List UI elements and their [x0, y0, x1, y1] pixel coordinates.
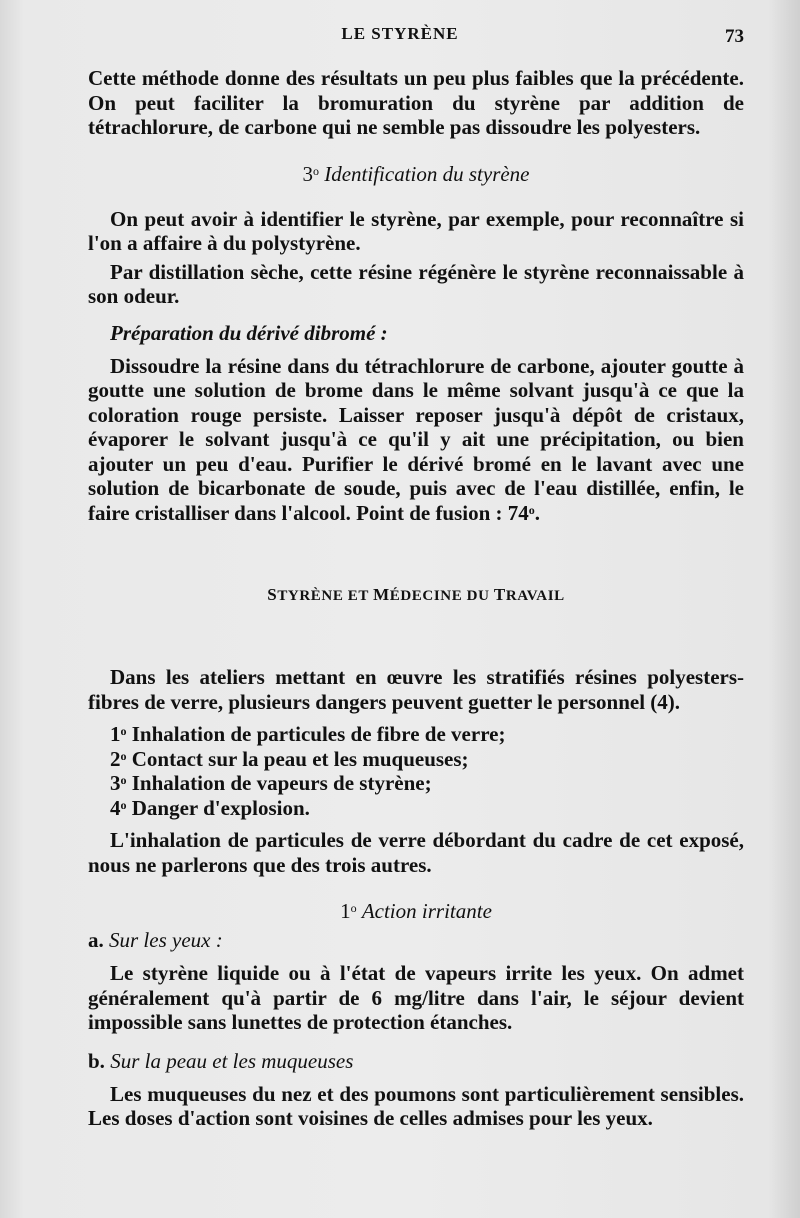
- section-title: Identification du styrène: [324, 161, 530, 186]
- section-number: 1$^o$: [340, 899, 357, 923]
- list-item: 2$^o$ Contact sur la peau et les muqueuses;: [110, 746, 469, 771]
- section-title: Action irritante: [361, 899, 492, 923]
- chapter-heading: STYRÈNE ET MÉDECINE DU TRAVAIL: [267, 585, 565, 604]
- section-heading-identification: [88, 162, 744, 187]
- dangers-intro-paragraph: Dans les ateliers mettant en œuvre les stratifiés résines polyesters-fibres de verre, plusieurs dangers peuvent guetter le personnel (4).: [88, 665, 744, 714]
- list-item: 4$^o$ Danger d'explosion.: [110, 795, 310, 820]
- identification-paragraph-1: On peut avoir à identifier le styrène, par exemple, pour reconnaître si l'on a affaire à du polystyrène.: [88, 206, 744, 255]
- peau-paragraph: Les muqueuses du nez et des poumons sont particulièrement sensibles. Les doses d'action sont voisines de celles admises pour les yeux.: [88, 1081, 744, 1130]
- yeux-paragraph: Le styrène liquide ou à l'état de vapeurs irrite les yeux. On admet généralement qu'à partir de 6 mg/litre dans l'air, le séjour devient impossible sans lunettes de protection étanches.: [88, 961, 744, 1034]
- identification-paragraph-2: Par distillation sèche, cette résine régénère le styrène reconnaissable à son odeur.: [88, 259, 744, 308]
- page-header: [0, 24, 800, 48]
- subsection-heading-peau: b. Sur la peau et les muqueuses: [88, 1048, 354, 1073]
- dangers-list: [88, 722, 744, 820]
- page-number: 73: [725, 26, 744, 47]
- list-item: 3$^o$ Inhalation de vapeurs de styrène;: [110, 771, 432, 795]
- intro-paragraph: Cette méthode donne des résultats un peu plus faibles que la précédente. On peut faciliter la bromuration du styrène par addition de tétrachlorure, de carbone qui ne semble pas dissoudre les polyesters.: [88, 66, 744, 139]
- running-title: LE STYRÈNE: [341, 24, 459, 43]
- section-heading-action-irritante: [88, 899, 744, 924]
- section-number: 3$^o$: [302, 161, 319, 186]
- list-item: 1$^o$ Inhalation de particules de fibre de verre;: [110, 722, 506, 746]
- dangers-closing-paragraph: L'inhalation de particules de verre débordant du cadre de cet exposé, nous ne parlerons que des trois autres.: [88, 828, 744, 877]
- preparation-paragraph: Dissoudre la résine dans du tétrachlorure de carbone, ajouter goutte à goutte une solution de brome dans le même solvant jusqu'à ce que la coloration rouge persiste. Laisser reposer jusqu'à dépôt de cristaux, évaporer le solvant jusqu'à ce qu'il y ait une précipitation, ou bien ajouter un peu d'eau. Purifier le dérivé bromé en le lavant avec une solution de bicarbonate de soude, puis avec de l'eau distillée, enfin, le faire cristalliser dans l'alcool. Point de fusion : 74$^o$.: [88, 353, 744, 525]
- subsection-heading-yeux: a. Sur les yeux :: [88, 928, 223, 952]
- sub-heading-preparation: Préparation du dérivé dibromé :: [110, 320, 388, 345]
- body-text: [88, 66, 744, 1131]
